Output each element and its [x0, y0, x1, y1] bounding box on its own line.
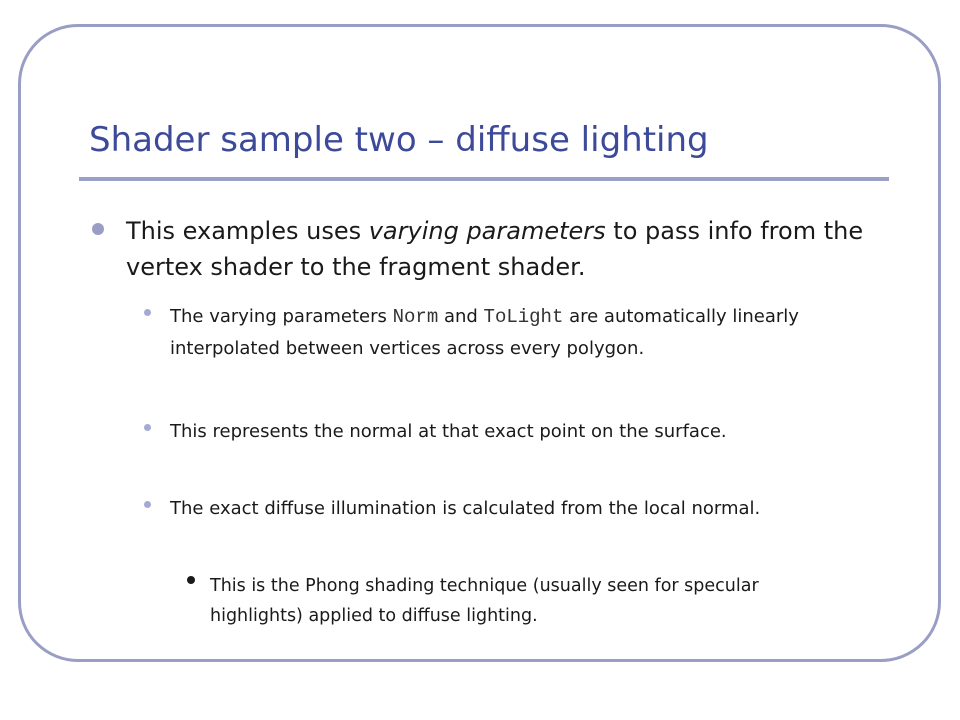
bullet-dot	[144, 309, 151, 316]
code-token: Norm	[392, 306, 439, 328]
bullet-text: to pass info from the vertex shader to the fragment shader.	[126, 217, 864, 281]
bullet-level2	[170, 301, 870, 365]
bullet-level3: This is the Phong shading technique (usually seen for specular highlights) applied to diffuse lighting.	[210, 576, 759, 626]
bullet-text: are automatically linearly interpolated between vertices across every polygon.	[170, 306, 799, 359]
title-divider	[79, 177, 889, 181]
slide-title: Shader sample two – diffuse lighting	[89, 120, 709, 160]
bullet-dot	[144, 424, 151, 431]
bullet-level2: This represents the normal at that exact point on the surface.	[170, 421, 727, 442]
bullet-text: This examples uses	[126, 217, 369, 245]
bullet-level2: The exact diffuse illumination is calculated from the local normal.	[170, 498, 761, 519]
bullet-text: and	[438, 306, 484, 327]
bullet-level1	[126, 213, 866, 285]
bullet-dot	[92, 223, 104, 235]
emphasis-text: varying parameters	[368, 217, 606, 245]
bullet-dot	[187, 576, 195, 584]
bullet-dot	[144, 501, 151, 508]
code-token: ToLight	[483, 306, 564, 328]
bullet-text: The varying parameters	[170, 306, 393, 327]
